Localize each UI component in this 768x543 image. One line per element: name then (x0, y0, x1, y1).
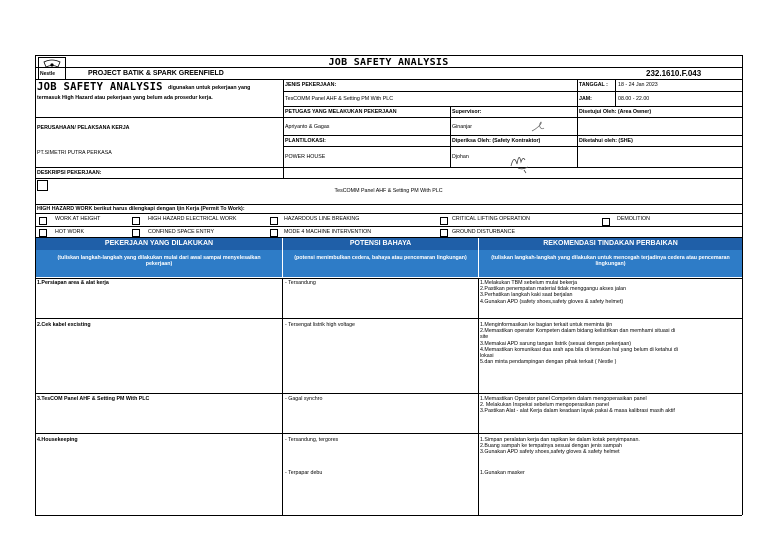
deskripsi-label: DESKRIPSI PEKERJAAN: (37, 170, 102, 176)
checkbox-hot-work[interactable] (39, 229, 47, 237)
logo-text: Nestle (40, 71, 56, 77)
hazard-critical-lifting: CRITICAL LIFTING OPERATION (452, 216, 530, 222)
row-2-step: 2.Cek kabel excisting (37, 322, 91, 328)
jam-value: 08.00 - 22.00 (618, 96, 650, 102)
row-3-recommendation: 1.Memastikan Operator panel Competen dalam mengoperasikan panel 2. Melakukan Inspeksi sebelum mengoperasikan panel 3.Pastikan Alat - alat Kerja dalam keadaan layak pakai & masa kalibrasi masih aktif (480, 396, 675, 415)
row-4-hazard: - Tersandung, tergores (285, 437, 339, 443)
row-1-step: 1.Persiapan area & alat kerja (37, 280, 109, 286)
deskripsi-value: TesCOMM Panel AHF & Setting PM With PLC (334, 188, 443, 194)
column-sub-pekerjaan: (tuliskan langkah-langkah yang dilakukan mulai dari awal sampai menyelesaikan pekerjaan) (36, 250, 282, 277)
column-sub-potensi: (potensi menimbulkan cedera, bahaya atau pencemaran lingkungan) (283, 250, 478, 277)
row-1-hazard: - Tersandung (285, 280, 316, 286)
tanggal-value: 18 - 24 Jan 2023 (618, 82, 658, 88)
checkbox-confined-space[interactable] (132, 229, 140, 237)
hazard-ground-disturbance: GROUND DISTURBANCE (452, 229, 515, 235)
checkbox-high-hazard-electrical[interactable] (132, 217, 140, 225)
petugas-label: PETUGAS YANG MELAKUKAN PEKERJAAN (285, 109, 397, 115)
checkbox-work-at-height[interactable] (39, 217, 47, 225)
jsa-description-1: digunakan untuk pekerjaan yang (168, 85, 251, 91)
diperiksa-label: Diperiksa Oleh: (Safety Kontraktor) (452, 138, 541, 144)
jenis-pekerjaan-label: JENIS PEKERJAAN: (285, 82, 337, 88)
high-hazard-label: HIGH HAZARD WORK berikut harus dilengkapi dengan Ijin Kerja (Permit To Work): (37, 206, 245, 212)
disetujui-label: Disetujui Oleh: (Area Owner) (579, 109, 652, 115)
document-title: JOB SAFETY ANALYSIS (328, 57, 449, 68)
hazard-hazardous-line-breaking: HAZARDOUS LINE BREAKING (284, 216, 360, 222)
column-sub-rekomendasi: (tuliskan langkah-langkah yang dilakukan untuk mencegah terjadinya cedera atau pencemaran lingkungan) (479, 250, 742, 277)
row-3-hazard: - Gagal synchro (285, 396, 323, 402)
row-2-hazard: - Tersengat listrik high voltage (285, 322, 355, 328)
checkbox-ground-disturbance[interactable] (440, 229, 448, 237)
hazard-hot-work: HOT WORK (55, 229, 85, 235)
hazard-confined-space: CONFINED SPACE ENTRY (148, 229, 215, 235)
row-4-recommendation-2: 1.Gunakan masker (480, 470, 525, 476)
column-header-potensi: POTENSI BAHAYA (283, 238, 478, 250)
tanggal-label: TANGGAL : (579, 82, 608, 88)
hazard-high-hazard-electrical: HIGH HAZARD ELECTRICAL WORK (148, 216, 237, 222)
jam-label: JAM: (579, 96, 592, 102)
plant-label: PLANT/LOKASI: (285, 138, 326, 144)
checkbox-hazardous-line-breaking[interactable] (270, 217, 278, 225)
project-name: PROJECT BATIK & SPARK GREENFIELD (88, 70, 224, 77)
checkbox-critical-lifting[interactable] (440, 217, 448, 225)
column-header-rekomendasi: REKOMENDASI TINDAKAN PERBAIKAN (479, 238, 742, 250)
hazard-demolition: DEMOLITION (617, 216, 650, 222)
petugas-value: Apriyanto & Gagas (285, 124, 330, 130)
supervisor-label: Supervisor: (452, 109, 482, 115)
jsa-description-2: termasuk High Hazard atau pekerjaan yang belum ada prosedur kerja. (37, 95, 213, 101)
perusahaan-label: PERUSAHAAN/ PELAKSANA KERJA (37, 125, 130, 131)
row-4-hazard-2: - Terpapar debu (285, 470, 323, 476)
checkbox-mode-4-machine[interactable] (270, 229, 278, 237)
jenis-pekerjaan-value: TesCOMM Panel AHF & Setting PM With PLC (285, 96, 394, 102)
checkbox-demolition[interactable] (602, 218, 610, 226)
diperiksa-signature (508, 148, 532, 179)
column-header-pekerjaan: PEKERJAAN YANG DILAKUKAN (36, 238, 282, 250)
document-number: 232.1610.F.043 (646, 69, 702, 78)
supervisor-value: Ginanjar (452, 124, 473, 130)
row-1-recommendation: 1.Melakukan TBM sebelum mulai bekerja 2.Pastikan penempatan material tidak menggangu akses jalan 3.Perhatikan langkah kaki saat berjalan 4.Gunakan APD (safety shoes,safety gloves & safety helmet) (480, 280, 627, 305)
row-2-recommendation: 1.Menginformasikan ke bagian terkait untuk meminta ijin 2.Memastikan operator Kompeten dalam bidang kelistrikan dan memhami situasi di site 3.Memakai APD sarung tangan listrik (sesuai dengan pekerjaan) 4.Memastikan komunikasi dua arah apa bila di temukan hal yang belum di ketahui di lokasi 5.dan minta pendampingan dengan pihak terkait ( Nestle ) (480, 322, 678, 366)
row-3-step: 3.TesCOM Panel AHF & Setting PM With PLC (37, 396, 150, 402)
jsa-title: JOB SAFETY ANALYSIS (37, 81, 163, 93)
diketahui-label: Diketahui oleh: (SHE) (579, 138, 633, 144)
plant-value: POWER HOUSE (285, 154, 326, 160)
hazard-mode-4-machine: MODE 4 MACHINE INTERVENTION (284, 229, 372, 235)
hazard-work-at-height: WORK AT HEIGHT (55, 216, 101, 222)
row-4-step: 4.Housekeeping (37, 437, 78, 443)
supervisor-signature (530, 120, 546, 138)
perusahaan-value: PT.SIMETRI PUTRA PERKASA (37, 150, 112, 156)
diperiksa-value: Djohan (452, 154, 469, 160)
row-4-recommendation: 1.Simpan peralatan kerja dan rapikan ke dalam kotak penyimpanan. 2.Buang sampah ke tempatnya sesuai dengan jenis sampah 3.Gunakan APD safety shoes,safety gloves & safety helmet (480, 437, 640, 456)
